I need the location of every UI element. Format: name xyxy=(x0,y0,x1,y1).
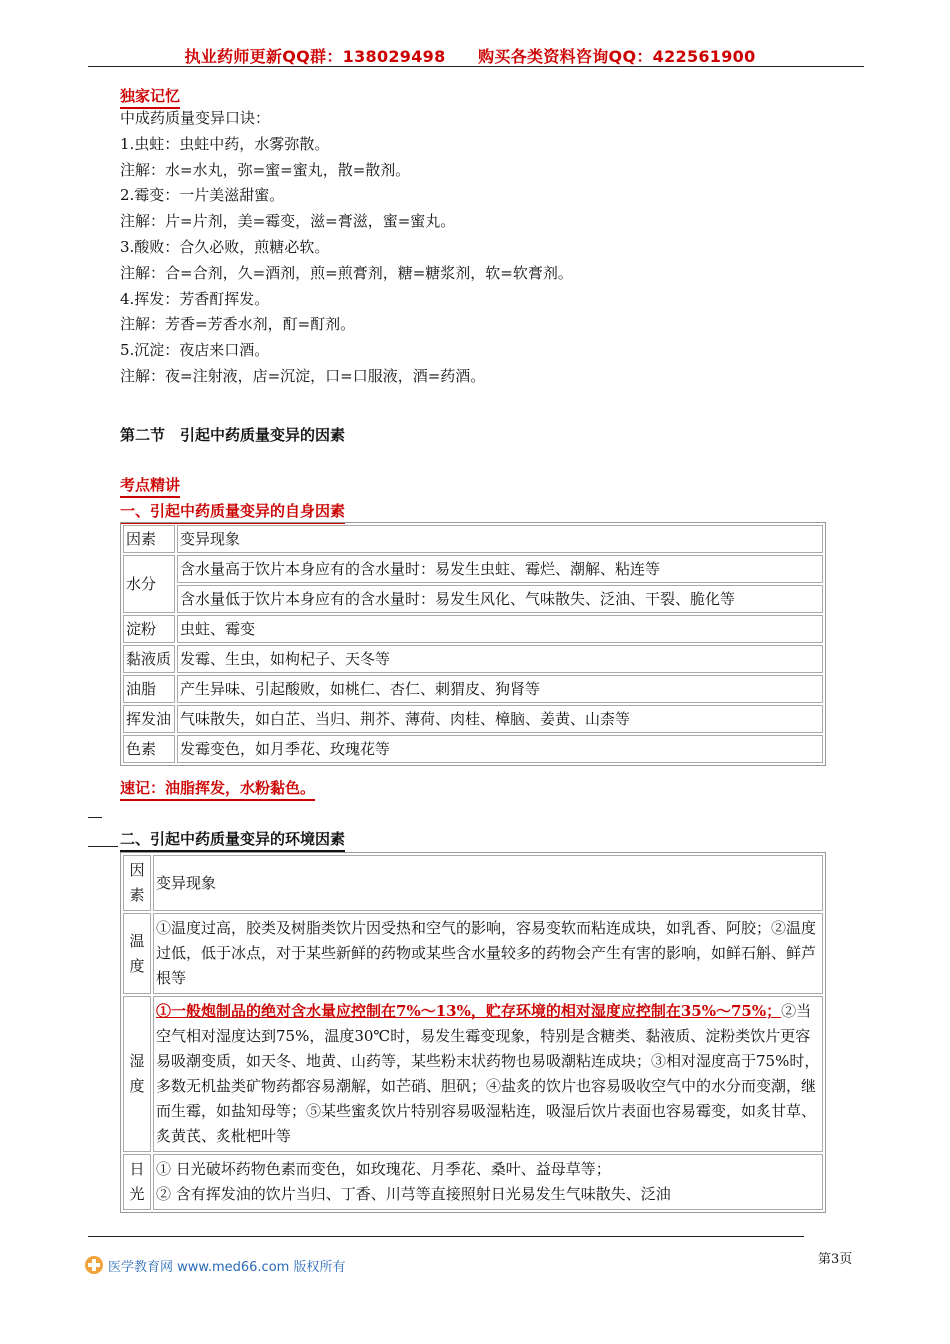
phenomenon-cell xyxy=(153,996,823,1152)
memory-line: 注解：片=片剂，美=霉变，滋=膏滋，蜜=蜜丸。 xyxy=(120,212,456,231)
memory-line: 中成药质量变异口诀： xyxy=(120,109,271,127)
memory-line: 注解：芳香=芳香水剂，酊=酊剂。 xyxy=(120,315,356,334)
phenomenon-cell: ①温度过高，胶类及树脂类饮片因受热和空气的影响，容易变软而粘连成块，如乳香、阿胶；②温度过低，低于冰点，对于某些新鲜的药物或某些含水量较多的药物会产生有害的影响，如鲜石斛、鲜芦根等 xyxy=(153,913,823,994)
table-row xyxy=(123,675,823,703)
header-phenomenon: 变异现象 xyxy=(177,525,823,553)
factor-cell: 挥发油 xyxy=(123,705,175,733)
humidity-detail: ②当空气相对湿度达到75%，温度30℃时，易发生霉变现象，特别是含糖类、黏液质、淀粉类饮片更容易吸潮变质，如天冬、地黄、山药等，某些粉末状药物也易吸潮粘连成块；③相对湿度高于75%时，多数无机盐类矿物药都容易潮解，如芒硝、胆矾；④盐炙的饮片也容易吸收空气中的水分而变潮，继而生霉，如盐知母等；⑤某些蜜炙饮片特别容易吸湿粘连，吸湿后饮片表面也容易霉变，如炙甘草、炙黄芪、炙枇杷叶等 xyxy=(156,1002,820,1145)
margin-mark xyxy=(88,817,102,818)
humidity-key-point: ①一般炮制品的绝对含水量应控制在7%～13%，贮存环境的相对湿度应控制在35%～75%； xyxy=(156,1002,782,1020)
sun-line: ② 含有挥发油的饮片当归、丁香、川芎等直接照射日光易发生气味散失、泛油 xyxy=(156,1185,671,1203)
part1-heading-text: 一、引起中药质量变异的自身因素 xyxy=(120,500,345,524)
phenomenon-cell: 发霉变色，如月季花、玫瑰花等 xyxy=(177,735,823,763)
memory-line: 2.霉变：一片美滋甜蜜。 xyxy=(120,186,285,205)
memory-line: 注解：合=合剂，久=酒剂，煎=煎膏剂，糖=糖浆剂，软=软膏剂。 xyxy=(120,263,573,282)
table-row xyxy=(123,615,823,643)
factor-cell: 日光 xyxy=(123,1154,151,1210)
factor-cell: 淀粉 xyxy=(123,615,175,643)
sun-line: ① 日光破坏药物色素而变色，如玫瑰花、月季花、桑叶、益母草等； xyxy=(156,1160,611,1178)
factor-cell: 水分 xyxy=(123,555,175,613)
phenomenon-cell: 含水量低于饮片本身应有的含水量时：易发生风化、气味散失、泛油、干裂、脆化等 xyxy=(177,585,823,613)
memory-line: 5.沉淀：夜店来口酒。 xyxy=(120,341,270,360)
phenomenon-cell xyxy=(153,1154,823,1210)
phenomenon-cell: 气味散失，如白芷、当归、荆芥、薄荷、肉桂、樟脑、姜黄、山柰等 xyxy=(177,705,823,733)
factor-cell: 湿度 xyxy=(123,996,151,1152)
table-header-row xyxy=(123,855,823,911)
page-number: 第3页 xyxy=(818,1252,853,1267)
memory-heading xyxy=(120,85,180,109)
table-row xyxy=(123,585,823,613)
site-logo-icon xyxy=(84,1255,104,1279)
memory-line: 3.酸败：合久必败，煎糖必软。 xyxy=(120,238,330,256)
memory-heading-text: 独家记忆 xyxy=(120,85,180,109)
page-header: 执业药师更新QQ群：138029498 购买各类资料咨询QQ：422561900 xyxy=(184,47,756,66)
factor-cell: 色素 xyxy=(123,735,175,763)
header-rule xyxy=(88,66,864,67)
table-row xyxy=(123,735,823,763)
table-row xyxy=(123,1154,823,1210)
section-title: 第二节 引起中药质量变异的因素 xyxy=(120,426,346,444)
memory-line: 1.虫蛀：虫蛀中药，水雾弥散。 xyxy=(120,134,330,153)
table-self-factors xyxy=(120,522,826,766)
memory-line: 注解：水=水丸，弥=蜜=蜜丸，散=散剂。 xyxy=(120,160,411,179)
factor-cell: 黏液质 xyxy=(123,645,175,673)
memory-line: 4.挥发：芳香酊挥发。 xyxy=(120,289,270,308)
quick-memo-text: 速记：油脂挥发，水粉黏色。 xyxy=(120,777,315,801)
factor-cell: 温度 xyxy=(123,913,151,994)
margin-mark xyxy=(88,846,118,847)
factor-cell: 油脂 xyxy=(123,675,175,703)
table-row xyxy=(123,705,823,733)
quick-memo xyxy=(120,777,315,801)
part2-heading-text: 二、引起中药质量变异的环境因素 xyxy=(120,828,345,852)
table-env-factors xyxy=(120,852,826,1213)
phenomenon-cell: 产生异味、引起酸败，如桃仁、杏仁、刺猬皮、狗肾等 xyxy=(177,675,823,703)
table-row xyxy=(123,645,823,673)
phenomenon-cell: 虫蛀、霉变 xyxy=(177,615,823,643)
phenomenon-cell: 含水量高于饮片本身应有的含水量时：易发生虫蛀、霉烂、潮解、粘连等 xyxy=(177,555,823,583)
footer-copyright: 医学教育网 www.med66.com 版权所有 xyxy=(108,1260,346,1275)
part1-heading xyxy=(120,500,345,524)
table-row xyxy=(123,555,823,583)
table-row xyxy=(123,913,823,994)
table-row xyxy=(123,996,823,1152)
phenomenon-cell: 发霉、生虫，如枸杞子、天冬等 xyxy=(177,645,823,673)
memory-line: 注解：夜=注射液，店=沉淀，口=口服液，酒=药酒。 xyxy=(120,367,486,385)
header-factor: 因素 xyxy=(123,855,151,911)
kaodian-text: 考点精讲 xyxy=(120,474,180,498)
table-header-row xyxy=(123,525,823,553)
header-factor: 因素 xyxy=(123,525,175,553)
footer-rule xyxy=(88,1236,804,1237)
kaodian-heading xyxy=(120,474,180,498)
header-phenomenon: 变异现象 xyxy=(153,855,823,911)
part2-heading xyxy=(120,828,345,852)
